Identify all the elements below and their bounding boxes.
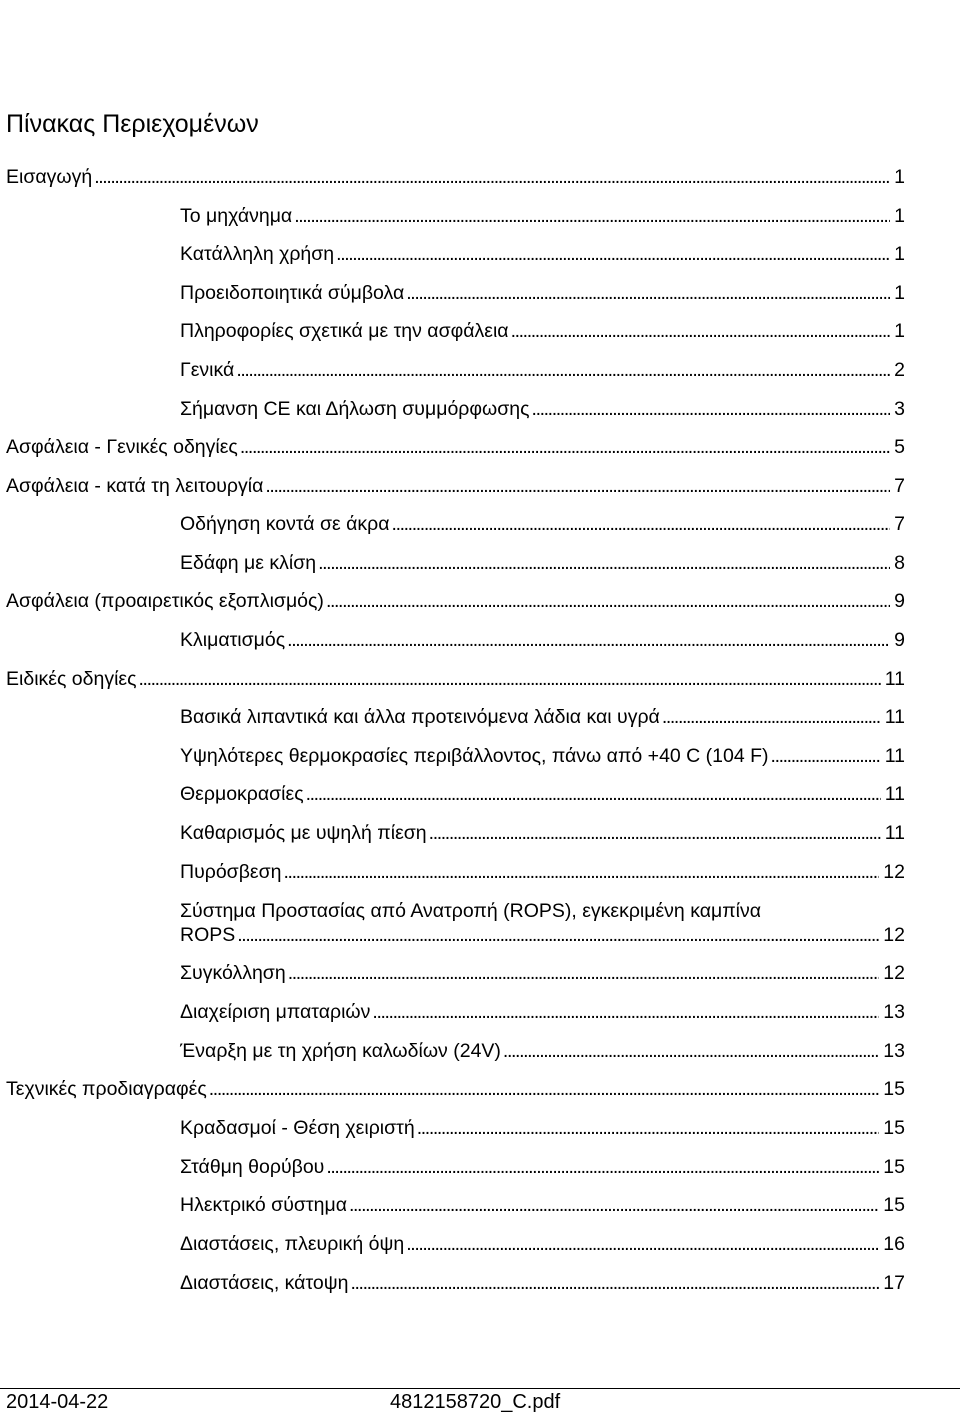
toc-entry[interactable] <box>180 745 905 767</box>
toc-dot-leader <box>265 475 890 497</box>
toc-entry-label: Ηλεκτρικό σύστημα <box>180 1194 347 1216</box>
toc-entry-label: Κλιματισμός <box>180 629 286 651</box>
toc-entry-label: Πληροφορίες σχετικά με την ασφάλεια <box>180 320 509 342</box>
toc-dot-leader <box>326 590 890 612</box>
footer-date: 2014-04-22 <box>6 1391 109 1413</box>
toc-entry[interactable] <box>180 552 905 574</box>
toc-entry[interactable] <box>180 783 905 805</box>
toc-entry-label: Συγκόλληση <box>180 962 286 984</box>
toc-entry-page: 11 <box>884 822 905 844</box>
toc-entry-page: 11 <box>884 783 905 805</box>
toc-entry-page: 11 <box>884 706 905 728</box>
toc-entry-label: Σύστημα Προστασίας από Ανατροπή (ROPS), εγκεκριμένη καμπίνα <box>180 900 762 922</box>
toc-entry-label: Γενικά <box>180 359 235 381</box>
toc-entry-label: Κατάλληλη χρήση <box>180 243 335 265</box>
toc-entry-label: Ασφάλεια - κατά τη λειτουργία <box>6 475 264 497</box>
toc-entry-page: 16 <box>883 1233 905 1255</box>
toc-entry-label-continued: ROPS <box>180 924 236 946</box>
toc-entry-label: Ασφάλεια - Γενικές οδηγίες <box>6 436 238 458</box>
toc-entry[interactable] <box>180 962 905 984</box>
footer-divider <box>0 1388 960 1389</box>
toc-entry-page: 1 <box>894 205 905 227</box>
toc-dot-leader <box>406 282 890 304</box>
toc-entry[interactable] <box>180 822 905 844</box>
toc-entry[interactable] <box>180 899 905 947</box>
toc-entry-label: Ειδικές οδηγίες <box>6 668 137 690</box>
toc-dot-leader <box>209 1078 880 1100</box>
toc-entry-label: Στάθμη θορύβου <box>180 1156 325 1178</box>
toc-entry-page: 15 <box>883 1078 905 1100</box>
toc-entry[interactable] <box>180 1156 905 1178</box>
toc-dot-leader <box>406 1233 879 1255</box>
toc-dot-leader <box>287 629 890 651</box>
toc-dot-leader <box>372 1001 879 1023</box>
toc-entry-page: 11 <box>884 745 905 767</box>
toc-dot-leader <box>237 923 879 947</box>
toc-entry[interactable] <box>180 1233 905 1255</box>
toc-entry[interactable] <box>6 590 905 612</box>
toc-dot-leader <box>771 745 881 767</box>
toc-dot-leader <box>294 205 890 227</box>
toc-entry-label: Τεχνικές προδιαγραφές <box>6 1078 207 1100</box>
toc-entry-label: Εδάφη με κλίση <box>180 552 317 574</box>
toc-dot-leader <box>288 962 880 984</box>
toc-dot-leader <box>350 1272 879 1294</box>
toc-entry-page: 1 <box>894 243 905 265</box>
toc-entry-page: 15 <box>883 1194 905 1216</box>
toc-entry-page: 1 <box>894 282 905 304</box>
toc-entry-label: Κραδασμοί - Θέση χειριστή <box>180 1117 415 1139</box>
toc-entry-label: Το μηχάνημα <box>180 205 293 227</box>
toc-entry[interactable] <box>180 706 905 728</box>
toc-entry[interactable] <box>180 1194 905 1216</box>
toc-dot-leader <box>139 668 881 690</box>
toc-entry[interactable] <box>180 1001 905 1023</box>
toc-entry-page: 13 <box>883 1040 905 1062</box>
toc-dot-leader <box>532 398 891 420</box>
toc-entry[interactable] <box>6 668 905 690</box>
toc-dot-leader <box>306 783 881 805</box>
toc-entry-label: Διαχείριση μπαταριών <box>180 1001 371 1023</box>
toc-dot-leader <box>417 1117 880 1139</box>
toc-entry[interactable] <box>180 205 905 227</box>
toc-entry[interactable] <box>180 359 905 381</box>
toc-entry-page: 12 <box>883 861 905 883</box>
footer-filename: 4812158720_C.pdf <box>390 1391 561 1413</box>
toc-entry-label: Καθαρισμός με υψηλή πίεση <box>180 822 427 844</box>
toc-entry[interactable] <box>180 1117 905 1139</box>
toc-entry-label: Εισαγωγή <box>6 166 93 188</box>
toc-dot-leader <box>662 706 881 728</box>
toc-entry-page: 1 <box>894 320 905 342</box>
toc-entry-page: 15 <box>883 1156 905 1178</box>
toc-entry-label: Οδήγηση κοντά σε άκρα <box>180 513 390 535</box>
toc-dot-leader <box>349 1194 879 1216</box>
toc-entry-page: 3 <box>894 398 905 420</box>
toc-entry[interactable] <box>180 513 905 535</box>
toc-entry-page: 9 <box>894 629 905 651</box>
toc-entry[interactable] <box>6 166 905 188</box>
toc-entry-label: Βασικά λιπαντικά και άλλα προτεινόμενα λάδια και υγρά <box>180 706 660 728</box>
toc-entry[interactable] <box>180 861 905 883</box>
toc-dot-leader <box>318 552 890 574</box>
toc-dot-leader <box>240 436 890 458</box>
toc-dot-leader <box>392 513 891 535</box>
page-title: Πίνακας Περιεχομένων <box>6 110 259 138</box>
toc-entry-page: 12 <box>883 924 905 946</box>
toc-entry-page: 12 <box>883 962 905 984</box>
toc-dot-leader <box>326 1156 879 1178</box>
toc-entry-label: Σήμανση CE και Δήλωση συμμόρφωσης <box>180 398 530 420</box>
toc-entry-page: 1 <box>894 166 905 188</box>
toc-entry-page: 11 <box>884 668 905 690</box>
toc-dot-leader <box>236 359 890 381</box>
toc-entry-label: Διαστάσεις, πλευρική όψη <box>180 1233 405 1255</box>
toc-entry-page: 5 <box>894 436 905 458</box>
toc-entry[interactable] <box>180 398 905 420</box>
toc-entry-page: 7 <box>894 513 905 535</box>
toc-entry-page: 13 <box>883 1001 905 1023</box>
toc-entry-label: Θερμοκρασίες <box>180 783 304 805</box>
toc-entry-label: Πυρόσβεση <box>180 861 282 883</box>
toc-dot-leader <box>503 1040 879 1062</box>
toc-entry-label: Έναρξη με τη χρήση καλωδίων (24V) <box>180 1040 501 1062</box>
toc-entry-page: 17 <box>883 1272 905 1294</box>
toc-entry-label: Υψηλότερες θερμοκρασίες περιβάλλοντος, πάνω από +40 C (104 F) <box>180 745 769 767</box>
toc-entry-page: 9 <box>894 590 905 612</box>
toc-entry[interactable] <box>180 629 905 651</box>
toc-dot-leader <box>511 320 891 342</box>
toc-entry[interactable] <box>180 320 905 342</box>
toc-entry[interactable] <box>180 1272 905 1294</box>
toc-entry[interactable] <box>6 475 905 497</box>
toc-entry-label: Διαστάσεις, κάτοψη <box>180 1272 349 1294</box>
toc-entry-page: 7 <box>894 475 905 497</box>
toc-dot-leader <box>94 166 890 188</box>
toc-entry[interactable] <box>180 243 905 265</box>
toc-entry[interactable] <box>6 1078 905 1100</box>
toc-entry-label: Ασφάλεια (προαιρετικός εξοπλισμός) <box>6 590 324 612</box>
toc-entry-page: 2 <box>894 359 905 381</box>
toc-entry-page: 8 <box>894 552 905 574</box>
toc-entry-page: 15 <box>883 1117 905 1139</box>
toc-entry[interactable] <box>180 282 905 304</box>
toc-dot-leader <box>336 243 890 265</box>
toc-entry-label: Προειδοποιητικά σύμβολα <box>180 282 405 304</box>
toc-entry[interactable] <box>180 1040 905 1062</box>
toc-entry[interactable] <box>6 436 905 458</box>
toc-dot-leader <box>429 822 881 844</box>
toc-dot-leader <box>284 861 880 883</box>
